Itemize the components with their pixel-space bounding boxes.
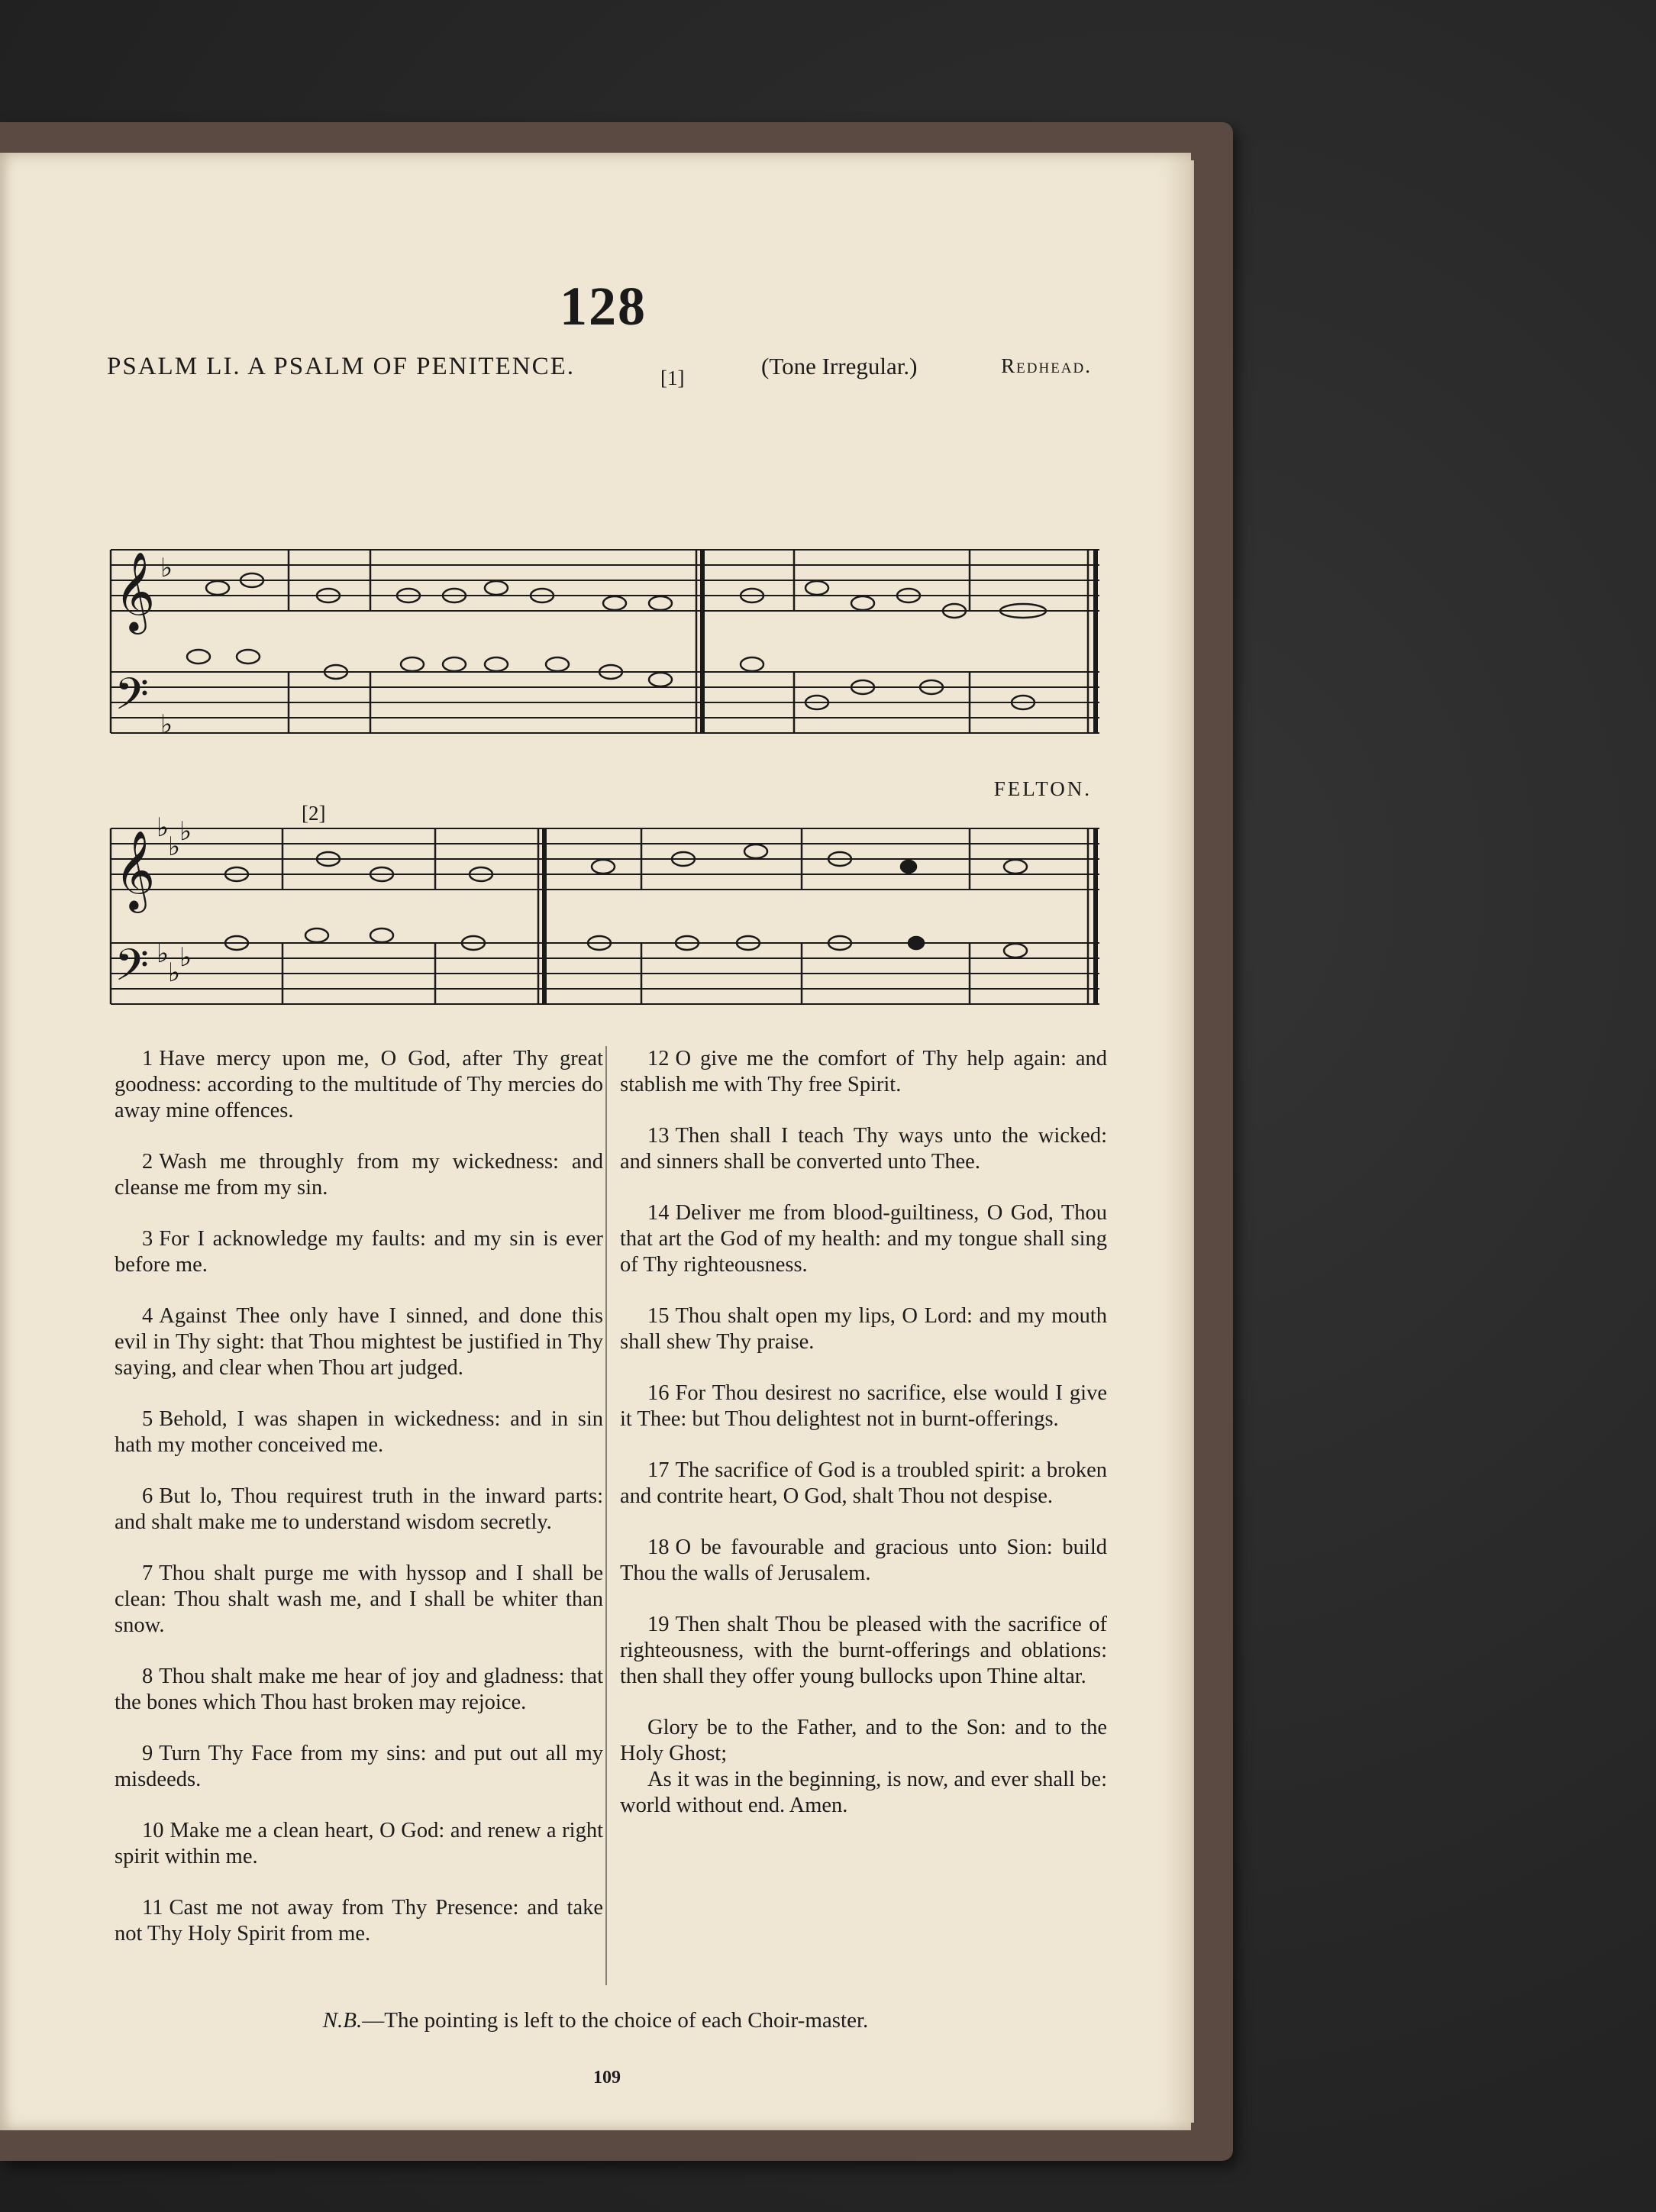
verse-text: The sacrifice of God is a troubled spirit: a broken and contrite heart, O God, shalt Thou not despise. bbox=[620, 1458, 1107, 1508]
flat-icon: ♭ bbox=[160, 709, 173, 740]
tune-2-notes bbox=[225, 844, 1027, 957]
verse-number: 18 bbox=[647, 1535, 670, 1559]
doxology bbox=[620, 1715, 1107, 1819]
verse-text: O be favourable and gracious unto Sion: build Thou the walls of Jerusalem. bbox=[620, 1535, 1107, 1585]
verse-number: 2 bbox=[142, 1150, 153, 1174]
doxology-line-2: As it was in the beginning, is now, and ever shall be: world without end. Amen. bbox=[620, 1768, 1107, 1817]
verse-number: 10 bbox=[142, 1819, 164, 1842]
hymn-number: 128 bbox=[560, 276, 647, 337]
verse bbox=[620, 1612, 1107, 1690]
verse bbox=[620, 1200, 1107, 1278]
flat-icon: ♭ bbox=[179, 816, 192, 847]
verse-number: 3 bbox=[142, 1227, 153, 1251]
verse-text: Cast me not away from Thy Presence: and take not Thy Holy Spirit from me. bbox=[115, 1896, 603, 1946]
verse bbox=[115, 1664, 603, 1716]
flat-icon: ♭ bbox=[157, 938, 169, 969]
composer-felton: FELTON. bbox=[993, 777, 1092, 800]
verse bbox=[115, 1561, 603, 1639]
tune-2-bass-staff bbox=[111, 943, 1099, 1004]
bass-clef-icon: 𝄢 bbox=[115, 939, 150, 1002]
verse-text: Thou shalt make me hear of joy and gladness: that the bones which Thou hast broken may rejoice. bbox=[115, 1665, 603, 1714]
verse-number: 19 bbox=[647, 1613, 670, 1636]
verses-left-column bbox=[115, 1046, 603, 1972]
tune-marker-1: [1] bbox=[660, 367, 685, 389]
verse bbox=[620, 1458, 1107, 1510]
verse bbox=[115, 1046, 603, 1124]
verse bbox=[620, 1380, 1107, 1432]
verse bbox=[115, 1484, 603, 1535]
verse bbox=[115, 1149, 603, 1201]
verse-number: 7 bbox=[142, 1561, 153, 1585]
verse bbox=[115, 1406, 603, 1458]
clefs bbox=[115, 551, 155, 1002]
verse-text: Turn Thy Face from my sins: and put out all my misdeeds. bbox=[115, 1742, 603, 1791]
verse bbox=[620, 1123, 1107, 1175]
verse-text: For Thou desirest no sacrifice, else would I give it Thee: but Thou delightest not in burnt-offerings. bbox=[620, 1381, 1107, 1431]
psalm-title: PSALM LI. A PSALM OF PENITENCE. bbox=[107, 353, 575, 380]
tune-1-barlines bbox=[111, 550, 1096, 733]
verse-number: 11 bbox=[142, 1896, 163, 1920]
treble-clef-icon: 𝄞 bbox=[115, 551, 156, 631]
verse-text: Have mercy upon me, O God, after Thy great goodness: according to the multitude of Thy mercies do away mine offences. bbox=[115, 1047, 603, 1122]
verse bbox=[620, 1535, 1107, 1587]
composer-redhead: Redhead. bbox=[1001, 354, 1092, 377]
verse-number: 9 bbox=[142, 1742, 153, 1765]
verse-number: 14 bbox=[647, 1201, 670, 1225]
tune-marker-2: [2] bbox=[302, 802, 326, 825]
verse-text: Make me a clean heart, O God: and renew a right spirit within me. bbox=[115, 1819, 603, 1868]
tune-1-system bbox=[111, 550, 1099, 733]
book-page bbox=[0, 153, 1191, 2130]
verse-text: Behold, I was shapen in wickedness: and in sin hath my mother conceived me. bbox=[115, 1407, 603, 1457]
verses-right-column bbox=[620, 1046, 1107, 1819]
bass-clef-icon: 𝄢 bbox=[115, 668, 150, 731]
verse-number: 1 bbox=[142, 1047, 153, 1070]
verse-number: 13 bbox=[647, 1124, 670, 1148]
verse-text: For I acknowledge my faults: and my sin is ever before me. bbox=[115, 1227, 603, 1277]
verse-number: 4 bbox=[142, 1304, 153, 1328]
footnote-nb: N.B. bbox=[322, 2008, 363, 2033]
doxology-line-1: Glory be to the Father, and to the Son: and to the Holy Ghost; bbox=[620, 1716, 1107, 1765]
verse-number: 5 bbox=[142, 1407, 153, 1431]
tune-2-barlines bbox=[111, 828, 1096, 1004]
tune-2-system bbox=[111, 828, 1099, 1004]
tune-1-notes bbox=[187, 573, 1046, 709]
verse-text: Deliver me from blood-guiltiness, O God, Thou that art the God of my health: and my tongue shall sing of Thy righteousness. bbox=[620, 1201, 1107, 1277]
verse-text: Then shall I teach Thy ways unto the wicked: and sinners shall be converted unto Thee. bbox=[620, 1124, 1107, 1174]
verse bbox=[115, 1226, 603, 1278]
verse-number: 6 bbox=[142, 1484, 153, 1508]
verse-text: Then shalt Thou be pleased with the sacrifice of righteousness, with the burnt-offerings and oblations: then shall they offer young bullocks upon Thine altar. bbox=[620, 1613, 1107, 1688]
verse-number: 12 bbox=[647, 1047, 670, 1070]
verse bbox=[115, 1303, 603, 1381]
verse-number: 16 bbox=[647, 1381, 670, 1405]
verse bbox=[115, 1818, 603, 1870]
verse bbox=[620, 1303, 1107, 1355]
verse bbox=[115, 1895, 603, 1947]
verse-text: Wash me throughly from my wickedness: and cleanse me from my sin. bbox=[115, 1150, 603, 1200]
verse-text: Against Thee only have I sinned, and done this evil in Thy sight: that Thou mightest be justified in Thy saying, and clear when Thou art judged. bbox=[115, 1304, 603, 1380]
flat-icon: ♭ bbox=[179, 942, 192, 973]
column-divider bbox=[605, 1046, 607, 1985]
flat-icon: ♭ bbox=[157, 812, 169, 843]
flat-icon: ♭ bbox=[160, 553, 173, 583]
page-content bbox=[0, 153, 1191, 2130]
verse-text: But lo, Thou requirest truth in the inward parts: and shalt make me to understand wisdom secretly. bbox=[115, 1484, 603, 1534]
verse-text: O give me the comfort of Thy help again: and stablish me with Thy free Spirit. bbox=[620, 1047, 1107, 1096]
tune-1-bass-staff bbox=[111, 672, 1099, 733]
tune-1-treble-staff bbox=[111, 550, 1099, 611]
verse-text: Thou shalt open my lips, O Lord: and my mouth shall shew Thy praise. bbox=[620, 1304, 1107, 1354]
verse-number: 15 bbox=[647, 1304, 670, 1328]
page-number: 109 bbox=[593, 2068, 621, 2088]
verse bbox=[620, 1046, 1107, 1098]
verse bbox=[115, 1741, 603, 1793]
verse-text: Thou shalt purge me with hyssop and I shall be clean: Thou shalt wash me, and I shall be whiter than snow. bbox=[115, 1561, 603, 1637]
flat-icon: ♭ bbox=[168, 957, 181, 988]
tone-note: (Tone Irregular.) bbox=[761, 353, 918, 379]
treble-clef-icon: 𝄞 bbox=[115, 830, 156, 910]
verse-number: 8 bbox=[142, 1665, 153, 1688]
footnote-text: —The pointing is left to the choice of each Choir-master. bbox=[362, 2008, 869, 2033]
flat-icon: ♭ bbox=[168, 832, 181, 862]
music-notation bbox=[0, 153, 1191, 1038]
key-signatures bbox=[157, 553, 192, 988]
footnote bbox=[0, 2008, 1191, 2033]
verse-number: 17 bbox=[647, 1458, 670, 1482]
